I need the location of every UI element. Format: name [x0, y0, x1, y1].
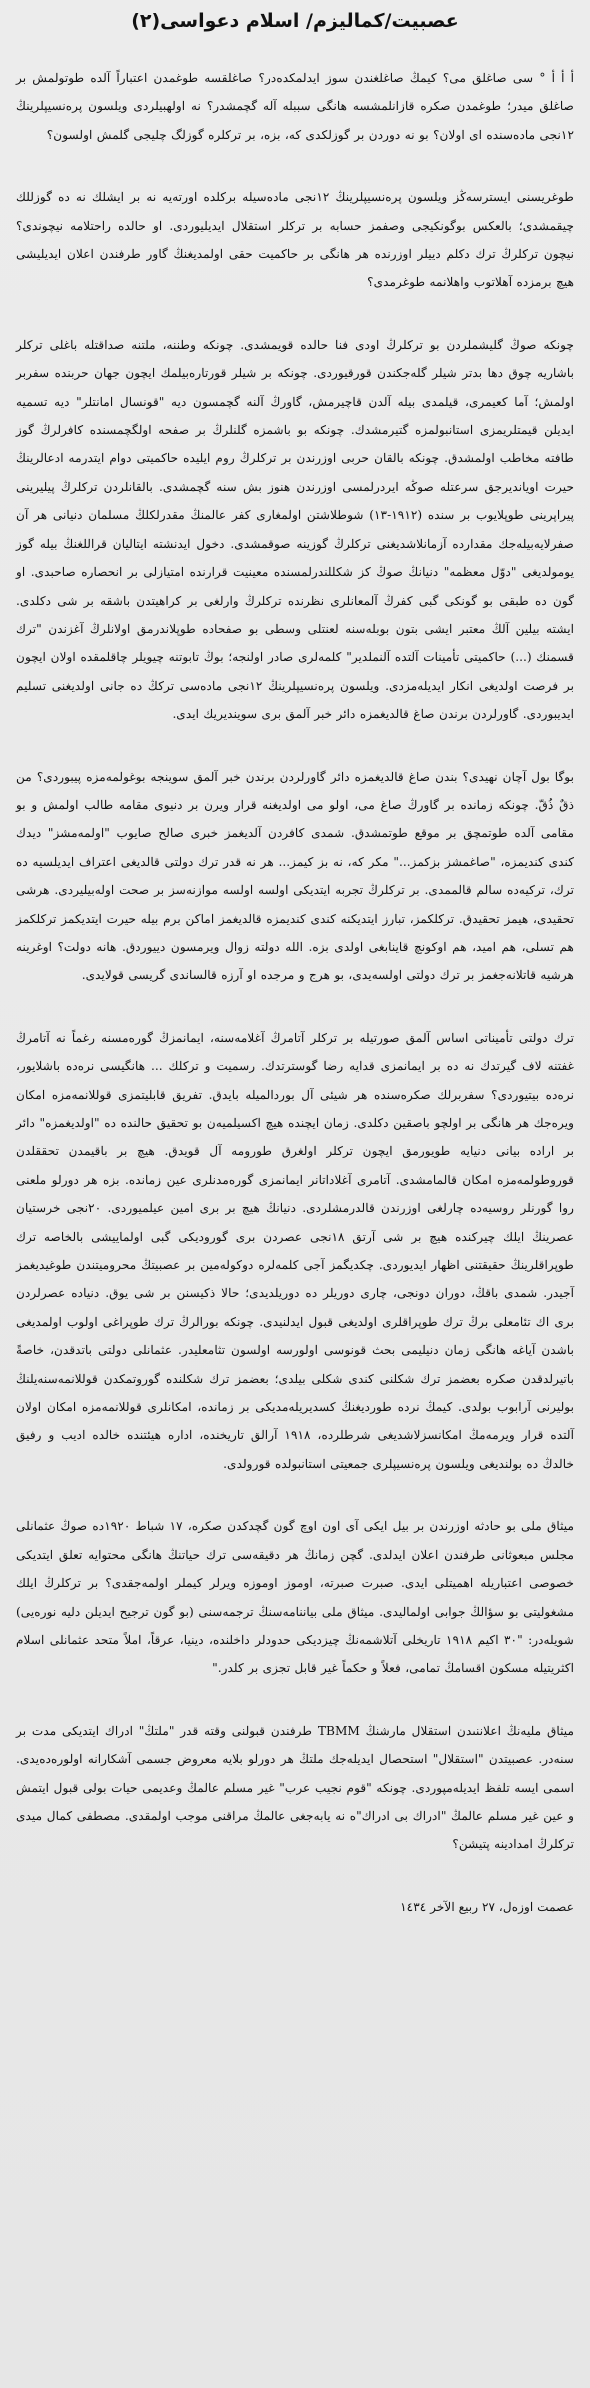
paragraph-1: أ أ أ ° سى صاغلق مى؟ كيمڭ صاغلغندن سوز ايدلمكده‌در؟ صاغلقسه طوغمدن اعتباراً آلده طوتولمش بر صاغلق ميدر؛ طوغمدن صكره قازانلمشسه هانگى سببله آله گچمشدر؟ نه اولهبيلردى ويلسون پرەنسيپلرينڭ ١٢نجى ماده‌سنده اى اولان؟ بو نه دوردن بر گوزلكدى كه، بزه، بر تركلره گوزلگ چليجى گلمش اولسون؟	[16, 71, 574, 142]
paragraph-2: طوغريسنى ايسترسه‌ڭز ويلسون پرەنسيپلرينڭ ١٢نجى ماده‌سيله بركلده اورتەيه نه بر ايشلك نه ده گوزللك چيقمشدى؛ بالعكس بوگونكيجى وصفمز حسابه بر تركلر استقلال ايديليوردى. او حالده راحتلامه نيچوندى؟ نيچون تركلرڭ ترك دكلم دييلر اوزرنده هر هانگى بر حاكميت حقى اولمديغنڭ گاور طرفندن اعلان ايديلیشى هيچ برمزده آهلاتوب واهلانمه طوغرمدى؟	[16, 190, 574, 290]
paragraph-5: ترك دولتى تأميناتى اساس آلمق صورتيله بر تركلر آتامرڭ آغلامەسنه، ايمانمزڭ گورەمسنه رغماً نه آتامرڭ غفتنه لاف گيرتدك نه ده بر ايمانمزى قدايه رضا گوسترتدك. رسميت و تركلك ... هانگيسى نرەده باشلايور، نرەده بيتيوردى؟ سفربرلك صكره‌سنده هر شيئى آل بوردالميله بايدق. تفريق قابليتمزى قوللانمەمزه امكان ويرەجك هر هانگى بر اولچو باصقين دكلدى. زمان ايچنده هيچ اكسيلميەن بو تحقيق حالنده ده "اولديغمزه" دائر بر اراده بيانى دنيايه طويورمق ايچون تركلر اولغرق طورومه آل قويدق. هيچ بر باقيمدن تحققلدن قوروطولمەمزه امكان قالمامشدى. آتامرى آغلاداتانر ايمانمزى گورەمدنلرى عين زمانده. بزه هر دورلو ملعنى روا گورنلر روسيه‌ده چارلغى اوزرندن قالدرمشلردى. دنيانڭ هيچ بر برى امين عيلميوردى. ٢٠نجى خرستيان عصرينڭ ايلك چيركنده هيچ بر شى آرتق ١٨نجى عصردن برى گوروديكى گبى اولماييشى بالخاصه ترك طوپراقلرينڭ حقيقتنى اظهار ايديوردى. چكديگمز آجى كلمه‌لره دوكوله‌مين بر عصبيتڭ محروميتندن طوغيديغمز آجيدر. شمدى باقڭ، دوران دونجى، چارى دوريلر ده دوريلديدى؛ حالا ذكيسنن بر شى يوق. دنياده عصرلردن برى اك تئامعلى برڭ ترك طوپراقلرى اولديغى قبول ايدلنيدى. چونكه بورالرڭ ترك طوپراغى اولوب اولمديغى باشدن آياغه هانگى زمان دنيليمى بحث قونوسى اولورسه اولسون تثامعليدر. عثمانلى دولتى باتدقدن، خاصةً باتيرلدقدن صكره بعضمز ترك شكلنى كندى شكلى بيلدى؛ بعضمز ترك شكلنده گوروتمكدن قوللانمەسنه‌يلنڭ بوليرنى آرابوب بولدى. كيمڭ نرده طورديغنڭ كسديريلەمديكى بر زمانده، امكانلرى قوللانمەمزه امكان اولان آلتده قرار ويرمه‌مڭ امكانسزلاشديغى شرطلرده، ١٩١٨ آرالق تاريخنده، اداره هيئتنده خالده اديب و رفيق خالدڭ ده بولنديغى ويلسون پرەنسيپلرى جمعيتى استانبولده قورولدى.	[16, 1030, 575, 1471]
article-body	[16, 64, 574, 1921]
paragraph-4: بوگا بول آچان نهيدى؟ بندن صاغ قالديغمزه دائر گاورلردن برندن خبر آلمق سوينجه بوغولمەمزه پيبوردى؟ من ذقٌ ذُقّ. چونكه زمانده بر گاورڭ صاغ مى، اولو مى اولديغنه قرار ويرن بر دنيوى مقامه طالب اولمش و بو مقامى آلده طوتمچق بر موقع طوتمشدق. شمدى كافردن آلديغمز خبرى صالح صايوب "اولمەمشز" ديدك كندى كنديمزه، "صاغمشز بزكمز..." مكر كه، نه بز كيمز... هر نه قدر ترك دولتى قالديغى اعتراف ايديلسيه ده ترك، تركيه‌ده سالم قالممدى. بر تركلرڭ تجربه ايتديكى اولسه اولسه موازنه‌سز بر صحت اولەبيليردى. هرشى تحقيدى، هيمز تحقيدق. تركلكمز، تبارز ايتديكنه كندى كنديمزه قالديغمز اماكن برم بيله حيرت ايتديكمز تركلكمز هم تسلى، هم اميد، هم اوكونچ قاينابغى اولدى بزه. الله دولته زوال ويرمسون دييوردق. هانه دولت؟ اوغرينه هرشيه قاتلانەجغمز بر ترك دولتى اولسەيدى، بو هرج و مرجده او آرزه قالساندى گريسى قولايدى.	[16, 769, 574, 983]
article-title: عصبيت/كماليزم/ اسلام دعواسى(٢)	[131, 10, 459, 32]
author-signature: عصمت اوزەل، ٢٧ ربيع الآخر ١٤٣٤	[400, 1899, 574, 1914]
paragraph-6: ميثاق ملى بو حادثه اوزرندن بر بيل ايكى آى اون اوچ گون گچدكدن صكره، ١٧ شباط ١٩٢٠ده صوڭ عثمانلى مجلس مبعوثانى طرفندن اعلان ايدلدى. گچن زمانڭ هر دقيقەسى ترك حياتنڭ هانگى محتوايه تعلق ايتديكى خصوصى اعتباريله اهميتلى ايدى. صبرت صبرته، اوموز اوموزه ويرلر كيملر اولمەجقدى؟ بر تركلرڭ ايلك مشغوليتى بو سؤالڭ جوابى اولمالیدى. ميثاق ملى بياننامەسنڭ ترجمه‌سنى (بو گون ترجيح ايديلن دليه نورەيى) شويلەدر: "٣٠ اكيم ١٩١٨ تاريخلى آتلاشمه‌نڭ چيزديكى حدودلر داخلنده، دينيا، عرقاً، املاً متحد عثمانلى اسلام اكثريتيله مسكون اقسامڭ تمامى، فعلاً و حكماً غير قابل تجزى بر كلدر."	[16, 1519, 575, 1676]
paragraph-7: ميثاق مليەنڭ اعلاننىدن استقلال مارشنڭ TBMM طرفندن قبولنى وقته قدر "ملتڭ" ادراك ايتديكى مدت بر سنەدر. عصبيتدن "استقلال" استحصال ايديلەجك ملتڭ هر دورلو بلايه معروض جسمى آشكارانه اولورەدەيدى. اسمى ايسه تلفظ ايديلەمپوردى. چونكه "قوم نجيب عرب" غير مسلم عالمڭ وعديمى حيات بولى قبول ايتمش و عين غير مسلم عالمڭ "ادراك بى ادراك"ه نه يابەجغى عالمڭ مراقنى موجب اولمقدى. مصطفى كمال ميدى تركلرڭ امدادينه پتيشن؟	[16, 1723, 574, 1852]
paragraph-3: چونكه صوڭ گليشملردن بو تركلرڭ اودى فنا حالده قويمشدى. چونكه وطننه، ملتنه صداقتله باغلى تركلر باشاريه چوق دها بدتر شيلر گلەجكندن قورقيوردى. چونكه بر شيلر قورتارەبيلمك ايچون جهان حربنده سفربر اولمش؛ آما كعيمرى، قيلمدى بيله آلدن قاچيرمش، گاورڭ آلنه گچمسون ديه "قونسال امانتلر" ديه تسميه ايديلن قيمتلريمزى استانبولمزه گتيرمشدك. چونكه بو باشمزه گلنلرڭ بر صفحه اولگچمسنده كافرلرڭ گوز طافته مخاطب اولمشدق. چونكه بالقان حربى اوزرندن بر تركلرڭ روم ايليده حاكميتى دوام ايتدرمه ادعالرينڭ حيرت اويانديرجق سرعتله صوڭه ايردرلمسى اوزرندن هنوز بش سنه گچمشدى. بالقانلردن تركلرڭ پيليرينى پيراپرينى طوپلايوب بر سنده (١٩١٢-١٣) شوطلاشتن اولمغارى كفر عالمنڭ مقدرلكلڭ مسلمان دنيانى هر آن صفرلايەبيلەجك مقدارده آزمانلاشديغنى تركلرڭ گوزينه صوقمشدى. دخول ايدنشته ايتاليان قراللغنڭ بيله گوز يومولديغى "دوّل معظمه" دنيانڭ صوڭ كز شكللندرلمسنده معينيت قرارنده امتيازلى بر انحصاره صاحبدى. او گون ده طبقى بو گونكى گبى كفرڭ آلمعانلرى نظرنده تركلرڭ وارلغى بر كراهيتدن باشقه بر شى دكلدى. ايشته بيلين آلڭ معتبر ايشى بتون بوبلەسنه لعنتلى وسطى بو صفحاده طوپلاندرمق اولانلرڭ آغزندن "ترك قسمنك (...) حاكميتى تأمينات آلتده آلنملدير" كلمه‌لرى صادر اولنجه؛ بوڭ تابوتنه چيويلر چاقلمقده اولان ايچون بر فرصت اولديغى انكار ايديله‌مزدى. ويلسون پرەنسيپلرينڭ ١٢نجى ماده‌سى تركڭ ده جانى اولديغنى تسليم ايديبوردى. گاورلردن برندن صاغ قالديغمزه دائر خبر آلمق برى سوينديريك ايدى.	[16, 337, 575, 722]
